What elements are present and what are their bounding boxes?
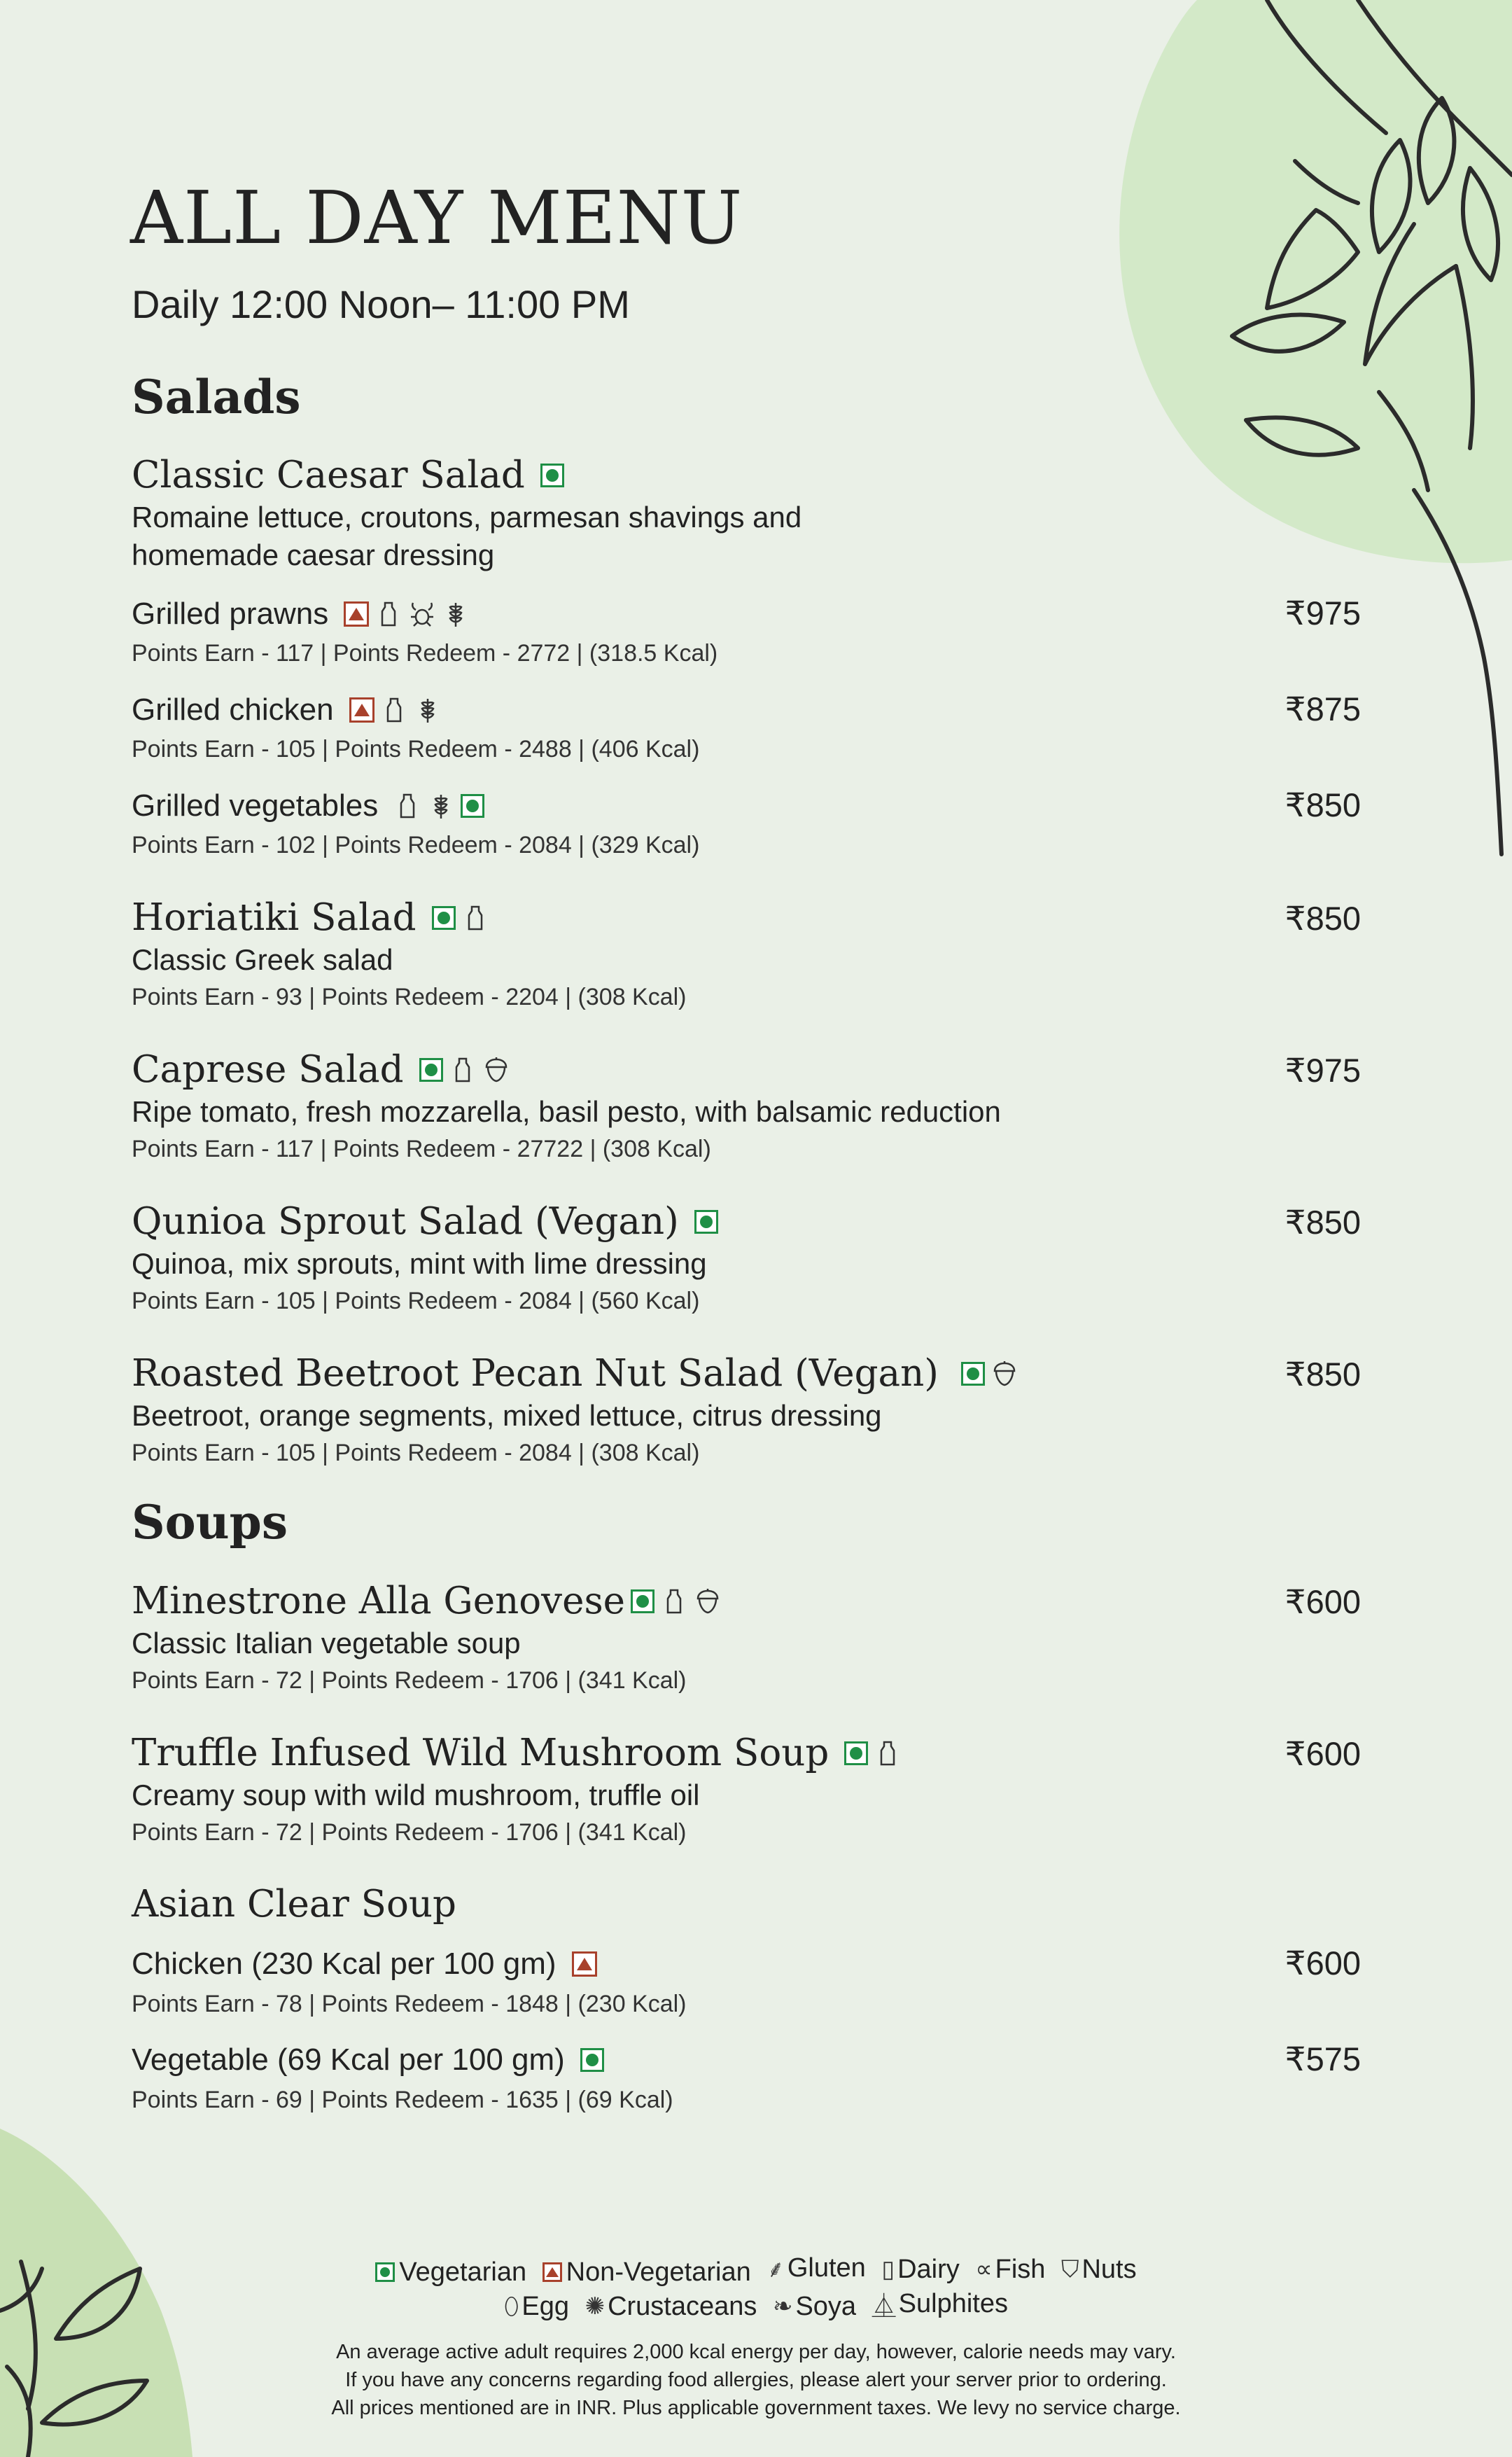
item-price: ₹600 xyxy=(1284,1583,1361,1620)
item-description: Quinoa, mix sprouts, mint with lime dressing xyxy=(132,1247,707,1280)
gluten-icon xyxy=(414,696,442,724)
menu-item-name xyxy=(132,1580,722,1622)
legend-label: Egg xyxy=(522,2292,569,2321)
menu-hours: Daily 12:00 Noon– 11:00 PM xyxy=(132,282,630,326)
points-info: Points Earn - 93 | Points Redeem - 2204 | (308 Kcal) xyxy=(132,984,687,1010)
menu-item-name xyxy=(132,1732,902,1774)
legend-label: Soya xyxy=(795,2291,857,2321)
vegetarian-icon xyxy=(461,794,484,818)
legend-label: Gluten xyxy=(787,2253,866,2283)
dairy-icon xyxy=(380,696,408,724)
dairy-icon xyxy=(374,600,402,628)
points-info: Points Earn - 102 | Points Redeem - 2084 | (329 Kcal) xyxy=(132,832,700,858)
dairy-icon xyxy=(874,1739,902,1767)
dairy-icon xyxy=(449,1056,477,1084)
item-price: ₹850 xyxy=(1284,1204,1361,1241)
vegetarian-icon xyxy=(961,1362,985,1386)
item-name-text: Caprese Salad xyxy=(132,1048,404,1091)
description-line: Romaine lettuce, croutons, parmesan shavings and xyxy=(132,501,802,534)
legend-label: Nuts xyxy=(1082,2255,1137,2284)
menu-option-name xyxy=(132,2042,604,2077)
points-info: Points Earn - 105 | Points Redeem - 2084 | (560 Kcal) xyxy=(132,1288,700,1314)
legend-non-vegetarian xyxy=(542,2257,751,2288)
vegetarian-icon xyxy=(694,1210,718,1234)
menu-title: ALL DAY MENU xyxy=(130,175,743,260)
footer-note: An average active adult requires 2,000 kcal energy per day, however, calorie needs may vary. xyxy=(336,2341,1176,2363)
points-info: Points Earn - 72 | Points Redeem - 1706 | (341 Kcal) xyxy=(132,1667,687,1694)
menu-item-name xyxy=(132,896,489,939)
menu-item-name xyxy=(132,1200,718,1243)
legend-dairy xyxy=(881,2255,959,2285)
nuts-icon: ⛉ xyxy=(1060,2256,1079,2283)
footer-note: All prices mentioned are in INR. Plus applicable government taxes. We levy no service charge. xyxy=(331,2397,1181,2419)
soya-icon: ❧ xyxy=(772,2293,793,2320)
legend-label: Sulphites xyxy=(898,2289,1008,2318)
vegetarian-icon xyxy=(419,1058,443,1082)
vegetarian-icon xyxy=(375,2262,395,2282)
item-price: ₹850 xyxy=(1284,786,1361,823)
non-vegetarian-icon xyxy=(344,601,369,627)
non-vegetarian-icon xyxy=(349,697,374,723)
menu-item-name xyxy=(132,1883,456,1926)
item-price: ₹975 xyxy=(1284,1052,1361,1089)
item-price: ₹850 xyxy=(1284,900,1361,937)
crustaceans-icon: ✺ xyxy=(584,2293,606,2320)
option-name-text: Chicken (230 Kcal per 100 gm) xyxy=(132,1947,556,1981)
points-info: Points Earn - 117 | Points Redeem - 2772 | (318.5 Kcal) xyxy=(132,640,718,667)
non-vegetarian-icon xyxy=(542,2262,562,2282)
dairy-icon: ▯ xyxy=(881,2256,895,2283)
item-description xyxy=(132,499,802,574)
menu-option-name xyxy=(132,692,442,728)
item-description: Creamy soup with wild mushroom, truffle oil xyxy=(132,1779,700,1811)
legend-nuts xyxy=(1061,2255,1137,2285)
description-line: homemade caesar dressing xyxy=(132,538,495,571)
fish-icon: ∝ xyxy=(975,2256,993,2283)
legend-fish xyxy=(975,2255,1045,2285)
legend-gluten xyxy=(766,2252,865,2284)
points-info: Points Earn - 105 | Points Redeem - 2084 | (308 Kcal) xyxy=(132,1440,700,1466)
points-info: Points Earn - 117 | Points Redeem - 27722 | (308 Kcal) xyxy=(132,1136,711,1162)
points-info: Points Earn - 72 | Points Redeem - 1706 | (341 Kcal) xyxy=(132,1819,687,1846)
legend-egg xyxy=(504,2292,569,2322)
item-price: ₹600 xyxy=(1284,1735,1361,1772)
legend-sulphites xyxy=(872,2287,1008,2321)
item-name-text: Classic Caesar Salad xyxy=(132,454,525,496)
item-name-text: Horiatiki Salad xyxy=(132,896,416,939)
gluten-icon xyxy=(427,792,455,820)
item-price: ₹975 xyxy=(1284,594,1361,632)
option-name-text: Grilled vegetables xyxy=(132,788,379,823)
legend-row xyxy=(0,2287,1512,2322)
section-title-soups: Soups xyxy=(132,1495,288,1550)
vegetarian-icon xyxy=(580,2048,604,2072)
item-name-text: Qunioa Sprout Salad (Vegan) xyxy=(132,1200,679,1243)
item-description: Beetroot, orange segments, mixed lettuce, citrus dressing xyxy=(132,1399,882,1432)
item-name-text: Asian Clear Soup xyxy=(132,1883,456,1926)
menu-item-name xyxy=(132,454,564,496)
item-description: Ripe tomato, fresh mozzarella, basil pesto, with balsamic reduction xyxy=(132,1095,1001,1128)
nuts-icon xyxy=(482,1056,510,1084)
points-info: Points Earn - 69 | Points Redeem - 1635 | (69 Kcal) xyxy=(132,2087,673,2113)
legend-vegetarian xyxy=(375,2257,526,2288)
legend-row xyxy=(0,2252,1512,2288)
item-name-text: Roasted Beetroot Pecan Nut Salad (Vegan) xyxy=(132,1352,939,1395)
non-vegetarian-icon xyxy=(572,1951,597,1977)
item-price: ₹850 xyxy=(1284,1356,1361,1393)
menu-item-name xyxy=(132,1048,510,1091)
vegetarian-icon xyxy=(432,906,456,930)
menu-item-name xyxy=(132,1352,1018,1395)
vegetarian-icon xyxy=(540,464,564,487)
points-info: Points Earn - 105 | Points Redeem - 2488 | (406 Kcal) xyxy=(132,736,700,763)
footer-note: If you have any concerns regarding food allergies, please alert your server prior to ordering. xyxy=(345,2369,1167,2391)
legend-label: Fish xyxy=(995,2254,1046,2284)
vegetarian-icon xyxy=(631,1589,654,1613)
points-info: Points Earn - 78 | Points Redeem - 1848 | (230 Kcal) xyxy=(132,1991,687,2017)
gluten-icon xyxy=(442,600,470,628)
option-name-text: Vegetable (69 Kcal per 100 gm) xyxy=(132,2042,565,2077)
egg-icon: ⬯ xyxy=(504,2293,519,2320)
legend-soya xyxy=(773,2292,856,2322)
section-title-salads: Salads xyxy=(132,370,301,424)
nuts-icon xyxy=(990,1360,1018,1388)
item-description: Classic Greek salad xyxy=(132,943,393,976)
legend-label: Dairy xyxy=(897,2254,960,2284)
gluten-icon: ⸙ xyxy=(766,2256,785,2283)
option-name-text: Grilled prawns xyxy=(132,597,329,631)
crustaceans-icon xyxy=(408,600,436,628)
item-price: ₹600 xyxy=(1284,1944,1361,1982)
legend-label: Vegetarian xyxy=(399,2257,527,2287)
menu-option-name xyxy=(132,1947,597,1982)
nuts-icon xyxy=(694,1587,722,1615)
menu-option-name xyxy=(132,597,470,632)
option-name-text: Grilled chicken xyxy=(132,692,334,727)
dairy-icon xyxy=(660,1587,688,1615)
sulphites-icon: ⏅ xyxy=(872,2293,896,2320)
item-price: ₹875 xyxy=(1284,690,1361,728)
menu-option-name xyxy=(132,788,484,823)
dairy-icon xyxy=(461,904,489,932)
leaf-decoration-top-right xyxy=(966,0,1512,868)
legend-crustaceans xyxy=(585,2292,757,2322)
dairy-icon xyxy=(393,792,421,820)
legend-label: Non-Vegetarian xyxy=(566,2257,751,2287)
legend-label: Crustaceans xyxy=(608,2291,757,2321)
item-name-text: Truffle Infused Wild Mushroom Soup xyxy=(132,1732,830,1774)
vegetarian-icon xyxy=(844,1741,868,1765)
item-description: Classic Italian vegetable soup xyxy=(132,1627,521,1659)
item-price: ₹575 xyxy=(1284,2040,1361,2077)
item-name-text: Minestrone Alla Genovese xyxy=(132,1580,626,1622)
